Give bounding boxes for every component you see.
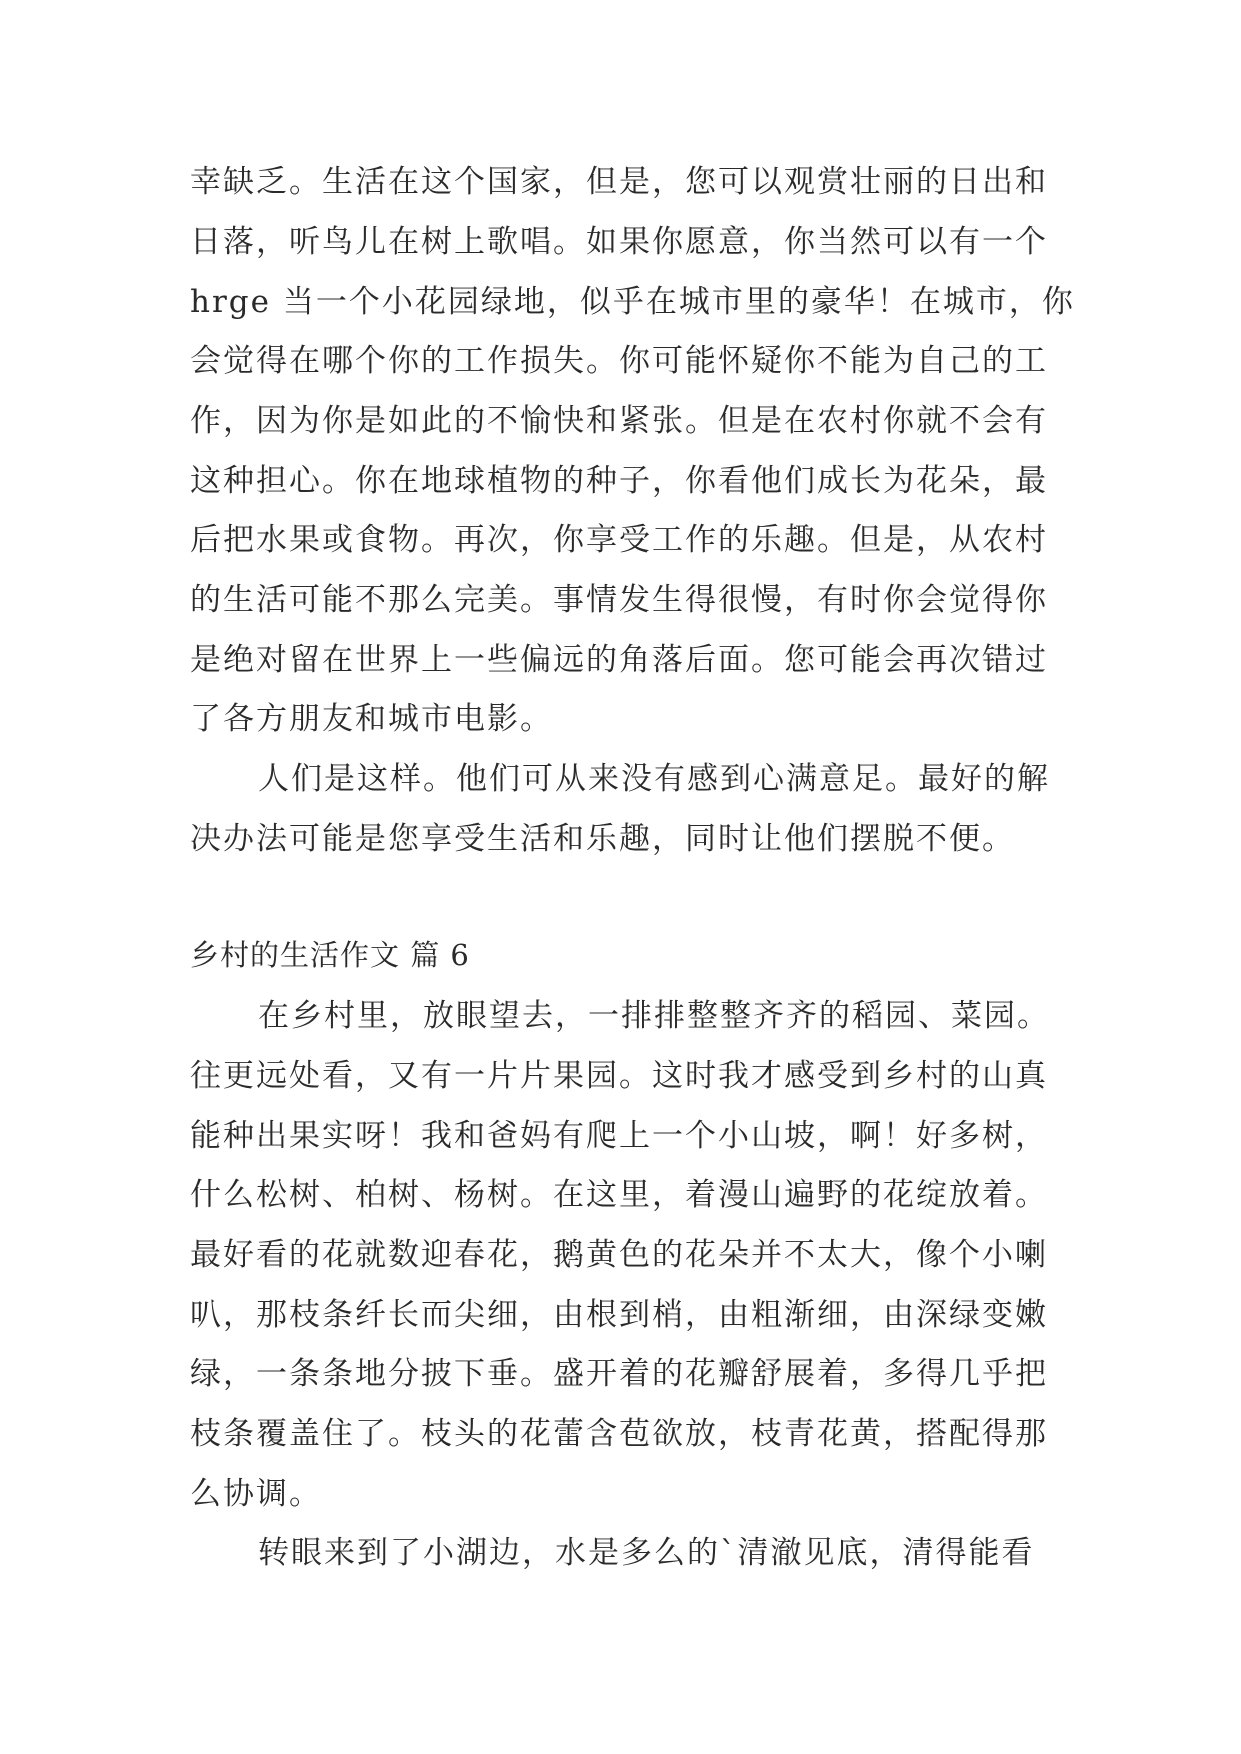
paragraph-line: 在乡村里，放眼望去，一排排整整齐齐的稻园、菜园。	[258, 998, 1050, 1034]
paragraph-line: 作，因为你是如此的不愉快和紧张。但是在农村你就不会有	[190, 403, 1048, 439]
paragraph-line: 么协调。	[190, 1476, 322, 1512]
paragraph-line: 这种担心。你在地球植物的种子，你看他们成长为花朵，最	[190, 463, 1048, 499]
paragraph-line: 的生活可能不那么完美。事情发生得很慢，有时你会觉得你	[190, 582, 1048, 618]
paragraph-line: 会觉得在哪个你的工作损失。你可能怀疑你不能为自己的工	[190, 343, 1048, 379]
paragraph-line: 决办法可能是您享受生活和乐趣，同时让他们摆脱不便。	[190, 821, 1015, 857]
section-heading: 乡村的生活作文 篇 6	[190, 938, 470, 972]
paragraph-line: 是绝对留在世界上一些偏远的角落后面。您可能会再次错过	[190, 642, 1048, 678]
paragraph-line: 日落，听鸟儿在树上歌唱。如果你愿意，你当然可以有一个	[190, 224, 1048, 260]
paragraph-line: 幸缺乏。生活在这个国家，但是，您可以观赏壮丽的日出和	[190, 164, 1048, 200]
paragraph-line: 能种出果实呀！我和爸妈有爬上一个小山坡，啊！好多树，	[190, 1118, 1048, 1154]
paragraph-line: hrge 当一个小花园绿地，似乎在城市里的豪华！在城市，你	[190, 284, 1075, 320]
paragraph-line: 最好看的花就数迎春花，鹅黄色的花朵并不太大，像个小喇	[190, 1237, 1048, 1273]
paragraph-line: 转眼来到了小湖边，水是多么的`清澈见底，清得能看	[258, 1535, 1035, 1571]
paragraph-line: 叭，那枝条纤长而尖细，由根到梢，由粗渐细，由深绿变嫩	[190, 1297, 1048, 1333]
paragraph-line: 什么松树、柏树、杨树。在这里，着漫山遍野的花绽放着。	[190, 1177, 1048, 1213]
paragraph-line: 绿，一条条地分披下垂。盛开着的花瓣舒展着，多得几乎把	[190, 1356, 1048, 1392]
paragraph-line: 后把水果或食物。再次，你享受工作的乐趣。但是，从农村	[190, 522, 1048, 558]
paragraph-line: 枝条覆盖住了。枝头的花蕾含苞欲放，枝青花黄，搭配得那	[190, 1416, 1048, 1452]
paragraph-line: 了各方朋友和城市电影。	[190, 701, 553, 737]
paragraph-line: 往更远处看，又有一片片果园。这时我才感受到乡村的山真	[190, 1058, 1048, 1094]
paragraph-line: 人们是这样。他们可从来没有感到心满意足。最好的解	[258, 761, 1050, 797]
